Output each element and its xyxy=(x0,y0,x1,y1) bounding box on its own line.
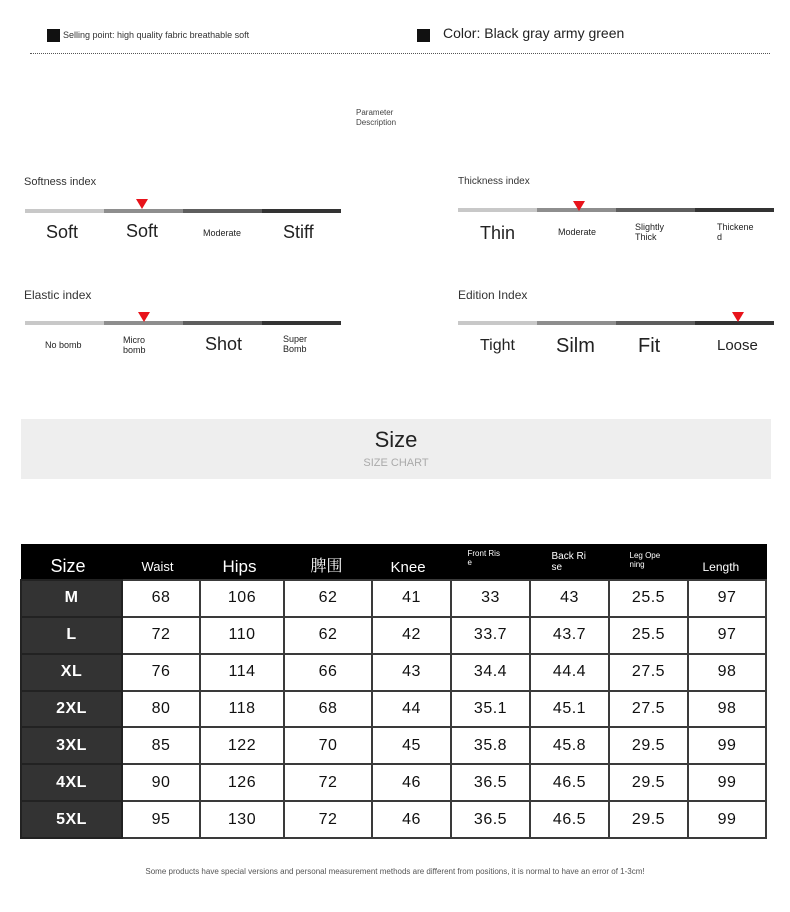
table-cell: 34.4 xyxy=(451,654,530,691)
table-cell: 45 xyxy=(372,727,451,764)
table-cell: 76 xyxy=(122,654,200,691)
selling-point-text: Selling point: high quality fabric breathable soft xyxy=(63,30,250,40)
size-label-cell: 3XL xyxy=(21,727,122,764)
table-cell: 25.5 xyxy=(609,617,688,654)
thickness-label-2: Moderate xyxy=(558,227,597,237)
color-text: Color: Black gray army green xyxy=(443,25,625,41)
edition-label-2: Silm xyxy=(556,335,595,357)
table-cell: 110 xyxy=(200,617,284,654)
bullet-square-icon xyxy=(47,29,60,42)
header-size: Size xyxy=(21,545,122,581)
dotted-divider xyxy=(30,53,770,54)
header-waist: Waist xyxy=(122,545,200,581)
header-hips: Hips xyxy=(200,545,284,581)
table-cell: 66 xyxy=(284,654,372,691)
edition-label-1: Tight xyxy=(480,337,515,354)
table-cell: 46 xyxy=(372,764,451,801)
elastic-marker-icon xyxy=(138,312,150,322)
table-row xyxy=(21,654,766,691)
measurement-footnote: Some products have special versions and personal measurement methods are different from positions, it is normal to have an error of 1-3cm! xyxy=(145,867,645,876)
edition-label-3: Fit xyxy=(638,335,661,357)
edition-index-title: Edition Index xyxy=(458,288,528,302)
elastic-scale-bar xyxy=(25,321,341,325)
size-label-cell: 5XL xyxy=(21,801,122,838)
header-length: Length xyxy=(688,545,766,581)
edition-scale-bar xyxy=(458,321,774,325)
table-cell: 41 xyxy=(372,580,451,617)
table-cell: 130 xyxy=(200,801,284,838)
table-cell: 33 xyxy=(451,580,530,617)
thickness-label-4: Thickene d xyxy=(717,222,754,242)
table-cell: 122 xyxy=(200,727,284,764)
table-row xyxy=(21,691,766,728)
table-cell: 99 xyxy=(688,801,766,838)
table-cell: 43 xyxy=(530,580,609,617)
table-cell: 72 xyxy=(284,764,372,801)
size-label-cell: L xyxy=(21,617,122,654)
size-label-cell: 2XL xyxy=(21,691,122,728)
size-label-cell: 4XL xyxy=(21,764,122,801)
table-cell: 35.8 xyxy=(451,727,530,764)
table-cell: 42 xyxy=(372,617,451,654)
table-cell: 25.5 xyxy=(609,580,688,617)
bullet-square-icon xyxy=(417,29,430,42)
size-table-header xyxy=(21,545,766,581)
size-title: Size xyxy=(374,427,418,452)
table-row xyxy=(21,727,766,764)
header-front-rise: Front Ris e xyxy=(451,545,530,581)
softness-label-1: Soft xyxy=(46,222,79,242)
softness-marker-icon xyxy=(136,199,148,209)
size-table xyxy=(20,544,767,839)
table-cell: 95 xyxy=(122,801,200,838)
thickness-index-title: Thickness index xyxy=(458,176,530,187)
header-leg-opening: Leg Ope ning xyxy=(609,545,688,581)
table-cell: 62 xyxy=(284,580,372,617)
table-cell: 44.4 xyxy=(530,654,609,691)
elastic-index-title: Elastic index xyxy=(24,288,92,302)
parameter-description: Parameter Description xyxy=(356,108,397,127)
table-row xyxy=(21,617,766,654)
elastic-label-2: Micro bomb xyxy=(123,335,146,355)
thickness-scale-bar xyxy=(458,208,774,212)
table-cell: 99 xyxy=(688,764,766,801)
table-cell: 45.8 xyxy=(530,727,609,764)
header-thigh: 脾围 xyxy=(284,545,372,581)
table-row xyxy=(21,580,766,617)
table-cell: 29.5 xyxy=(609,727,688,764)
table-cell: 126 xyxy=(200,764,284,801)
table-cell: 45.1 xyxy=(530,691,609,728)
size-chart-banner xyxy=(21,419,771,479)
table-cell: 97 xyxy=(688,617,766,654)
table-cell: 36.5 xyxy=(451,801,530,838)
table-cell: 98 xyxy=(688,691,766,728)
edition-label-4: Loose xyxy=(717,337,758,354)
table-cell: 36.5 xyxy=(451,764,530,801)
thickness-label-3: Slightly Thick xyxy=(635,222,665,242)
size-chart-subtitle: SIZE CHART xyxy=(363,457,429,469)
table-cell: 29.5 xyxy=(609,801,688,838)
softness-label-2: Soft xyxy=(126,221,159,241)
elastic-label-4: Super Bomb xyxy=(283,334,308,354)
softness-label-4: Stiff xyxy=(283,222,314,242)
table-cell: 106 xyxy=(200,580,284,617)
table-cell: 27.5 xyxy=(609,691,688,728)
table-cell: 46.5 xyxy=(530,764,609,801)
thickness-label-1: Thin xyxy=(480,223,516,243)
header-back-rise: Back Ri se xyxy=(530,545,609,581)
table-cell: 80 xyxy=(122,691,200,728)
table-cell: 118 xyxy=(200,691,284,728)
size-label-cell: M xyxy=(21,580,122,617)
table-cell: 44 xyxy=(372,691,451,728)
elastic-label-3: Shot xyxy=(205,334,243,354)
table-cell: 98 xyxy=(688,654,766,691)
table-cell: 46.5 xyxy=(530,801,609,838)
softness-scale-bar xyxy=(25,209,341,213)
table-cell: 43 xyxy=(372,654,451,691)
elastic-label-1: No bomb xyxy=(45,340,82,350)
thickness-marker-icon xyxy=(573,201,585,211)
table-cell: 72 xyxy=(122,617,200,654)
table-cell: 70 xyxy=(284,727,372,764)
table-cell: 29.5 xyxy=(609,764,688,801)
table-cell: 72 xyxy=(284,801,372,838)
size-label-cell: XL xyxy=(21,654,122,691)
softness-label-3: Moderate xyxy=(203,228,242,238)
table-cell: 97 xyxy=(688,580,766,617)
table-cell: 68 xyxy=(284,691,372,728)
header-knee: Knee xyxy=(372,545,451,581)
softness-index-title: Softness index xyxy=(24,176,97,188)
table-cell: 90 xyxy=(122,764,200,801)
size-table-body xyxy=(21,580,766,838)
table-cell: 35.1 xyxy=(451,691,530,728)
table-cell: 33.7 xyxy=(451,617,530,654)
table-cell: 114 xyxy=(200,654,284,691)
table-cell: 62 xyxy=(284,617,372,654)
table-cell: 99 xyxy=(688,727,766,764)
table-cell: 46 xyxy=(372,801,451,838)
table-cell: 27.5 xyxy=(609,654,688,691)
table-row xyxy=(21,764,766,801)
table-cell: 68 xyxy=(122,580,200,617)
edition-marker-icon xyxy=(732,312,744,322)
table-cell: 85 xyxy=(122,727,200,764)
table-cell: 43.7 xyxy=(530,617,609,654)
table-row xyxy=(21,801,766,838)
